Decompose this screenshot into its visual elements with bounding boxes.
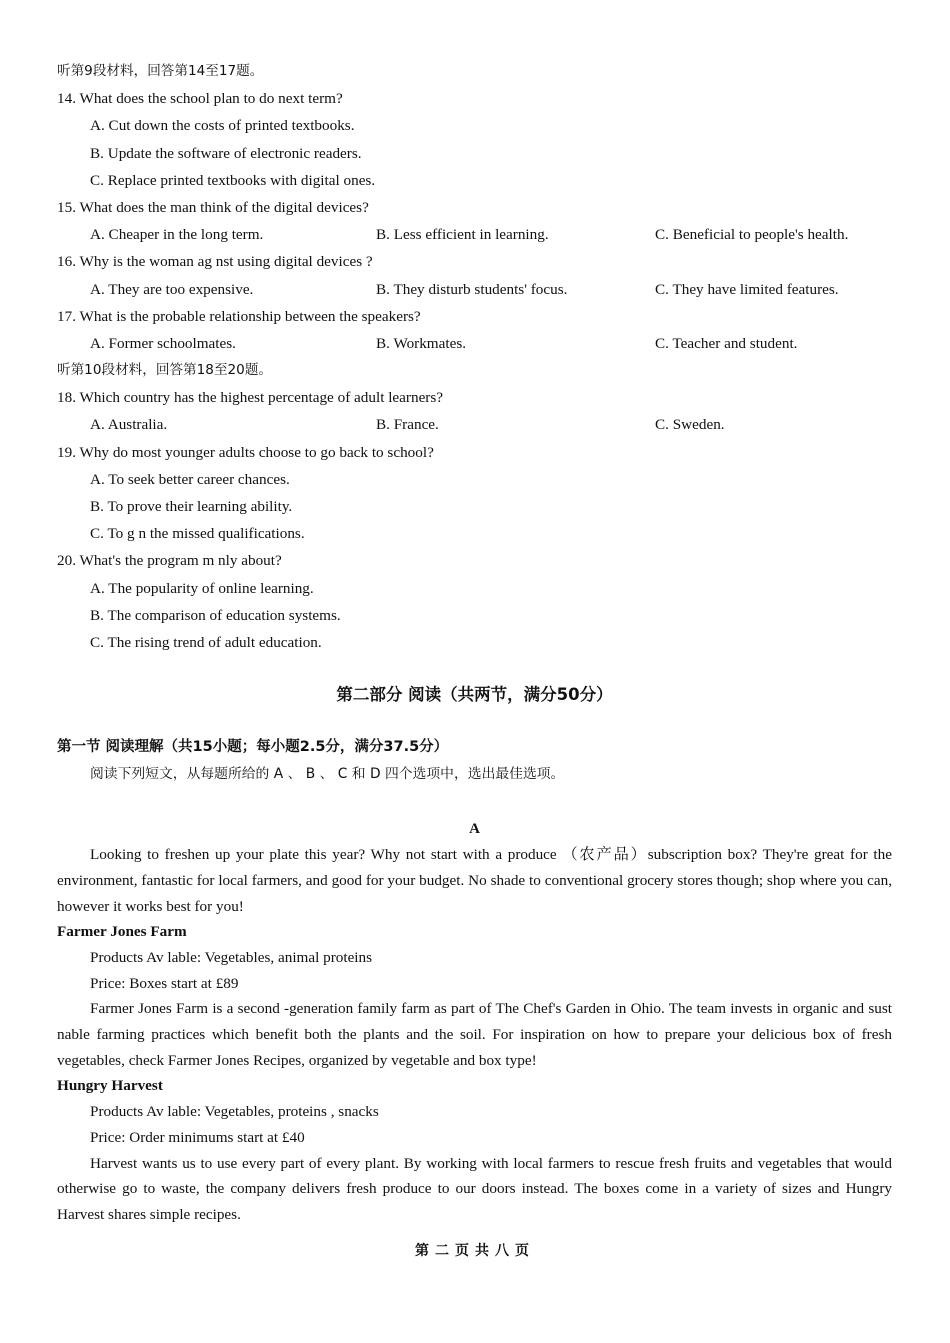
farm2-price: Price: Order minimums start at £40 <box>90 1128 305 1146</box>
question-15-option-a: A. Cheaper in the long term. <box>90 226 264 244</box>
question-18: 18. Which country has the highest percentage of adult learners? <box>57 389 444 407</box>
question-19-option-b: B. To prove their learning ability. <box>90 498 293 515</box>
farm1-products: Products Av lable: Vegetables, animal proteins <box>90 948 373 966</box>
question-17-options <box>57 330 892 357</box>
question-14-option-c: C. Replace printed textbooks with digital ones. <box>90 171 376 189</box>
farm2-description: Harvest wants us to use every part of every plant. By working with local farmers to rescue fresh fruits and vegetables that would otherwise go to waste, the company delivers fresh produce to our doors instead. The boxes come in a variety of sizes and Hungry Harvest shares simple recipes. <box>57 1154 892 1223</box>
material-9-instruction: 听第9段材料，回答第14至17题。 <box>57 63 264 79</box>
farm2-name: Hungry Harvest <box>57 1077 163 1095</box>
passage-intro: Looking to freshen up your plate this year? Why not start with a produce （农产品）subscription box? They're great for the environment, fantastic for local farmers, and good for your budget. No shade to conventional grocery stores though; shop where you can, however it works best for you! <box>57 846 892 915</box>
part-two-title: 第二部分 阅读（共两节，满分50分） <box>336 685 613 705</box>
question-20-option-b: B. The comparison of education systems. <box>90 606 341 624</box>
question-14-option-a: A. Cut down the costs of printed textbooks. <box>90 117 355 135</box>
page-number-footer: 第二页共八页 <box>415 1243 535 1259</box>
question-20: 20. What's the program m nly about? <box>57 552 282 570</box>
question-16-option-b: B. They disturb students' focus. <box>376 280 568 298</box>
farm1-name: Farmer Jones Farm <box>57 923 187 941</box>
question-18-option-a: A. Australia. <box>90 416 168 434</box>
question-18-option-c: C. Sweden. <box>655 416 725 434</box>
question-17-option-c: C. Teacher and student. <box>655 334 798 352</box>
question-17: 17. What is the probable relationship between the speakers? <box>57 307 421 325</box>
question-18-option-b: B. France. <box>376 416 439 434</box>
question-17-option-a: A. Former schoolmates. <box>90 334 236 352</box>
question-16-option-c: C. They have limited features. <box>655 280 839 298</box>
section-one-title: 第一节 阅读理解（共15小题；每小题2.5分，满分37.5分） <box>57 739 449 756</box>
farm2-products: Products Av lable: Vegetables, proteins , snacks <box>90 1103 379 1121</box>
material-10-instruction: 听第10段材料，回答第18至20题。 <box>57 362 273 379</box>
question-19: 19. Why do most younger adults choose to go back to school? <box>57 443 434 461</box>
question-15-option-c: C. Beneficial to people's health. <box>655 226 849 244</box>
question-19-option-c: C. To g n the missed qualifications. <box>90 525 305 543</box>
question-16: 16. Why is the woman ag nst using digital devices ? <box>57 253 373 271</box>
question-14-option-b: B. Update the software of electronic readers. <box>90 144 362 162</box>
question-20-option-a: A. The popularity of online learning. <box>90 579 314 597</box>
reading-instructions: 阅读下列短文，从每题所给的 A 、 B 、 C 和 D 四个选项中，选出最佳选项。 <box>90 766 565 783</box>
question-16-option-a: A. They are too expensive. <box>90 280 254 298</box>
question-15-options <box>57 221 892 248</box>
question-18-options <box>57 411 892 438</box>
exam-page <box>57 58 892 1228</box>
question-15: 15. What does the man think of the digital devices? <box>57 198 369 216</box>
farm1-price: Price: Boxes start at £89 <box>90 974 239 992</box>
question-20-option-c: C. The rising trend of adult education. <box>90 633 322 651</box>
question-17-option-b: B. Workmates. <box>376 334 467 352</box>
question-14: 14. What does the school plan to do next term? <box>57 90 343 108</box>
passage-letter: A <box>469 821 480 838</box>
question-15-option-b: B. Less efficient in learning. <box>376 226 549 244</box>
question-16-options <box>57 276 892 303</box>
question-19-option-a: A. To seek better career chances. <box>90 470 290 488</box>
farm1-description: Farmer Jones Farm is a second -generation family farm as part of The Chef's Garden in Ohio. The team invests in organic and sust nable farming practices which benefit both the plants and the soil. For inspiration on how to prepare your delicious box of fresh vegetables, check Farmer Jones Recipes, organized by vegetable and box type! <box>57 1000 892 1069</box>
